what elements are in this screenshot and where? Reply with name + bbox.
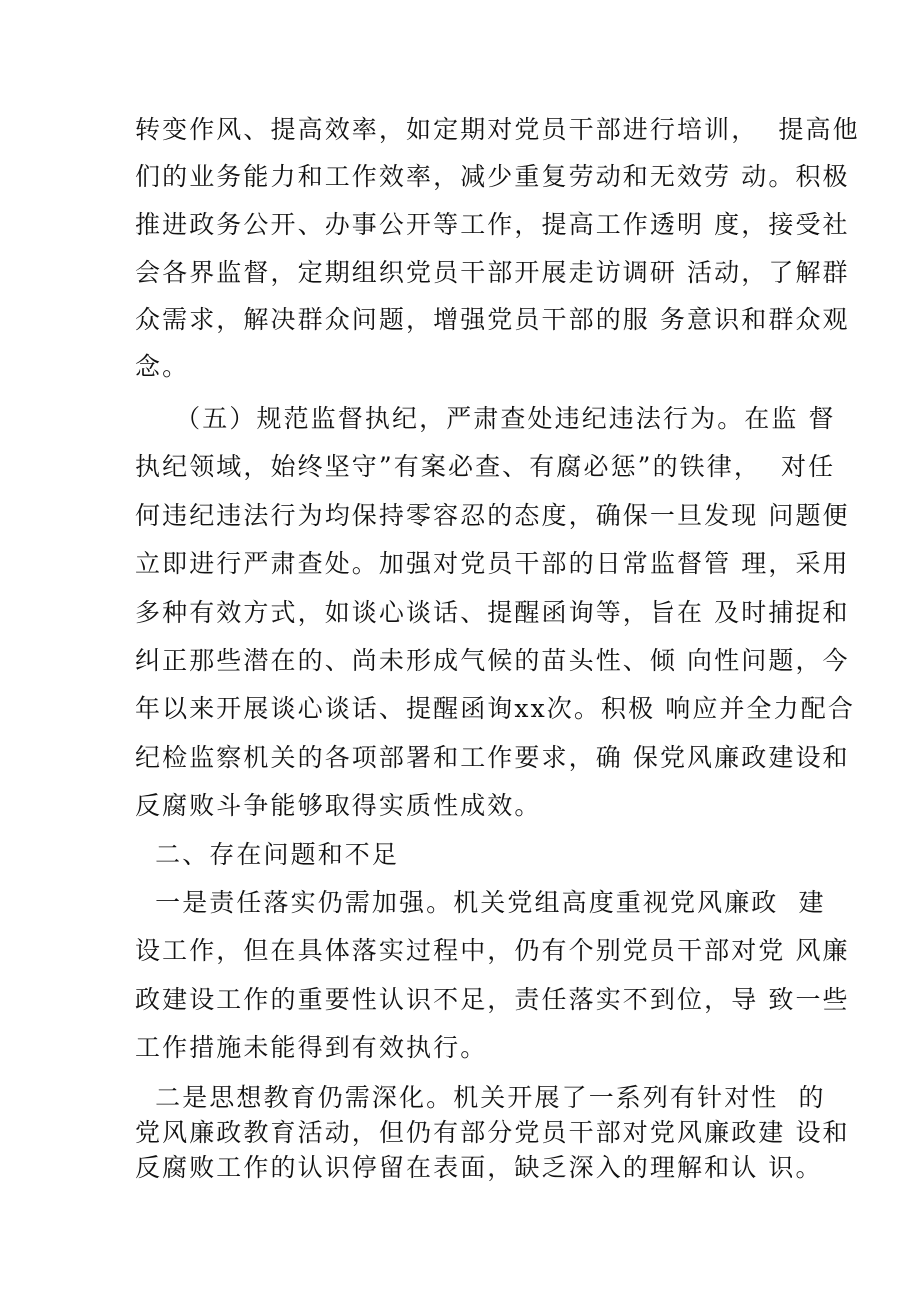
text-line: 设工作，但在具体落实过程中，仍有个别党员干部对党 风廉 (135, 936, 850, 965)
text-line: 一是责任落实仍需加强。机关党组高度重视党风廉政 建 (135, 888, 826, 917)
text-line: 党风廉政教育活动，但仍有部分党员干部对党风廉政建 设和 (135, 1118, 850, 1147)
text-line: 政建设工作的重要性认识不足，责任落实不到位，导 致一些 (135, 985, 850, 1014)
text-line: 念。 (135, 352, 190, 381)
text-line: 二是思想教育仍需深化。机关开展了一系列有针对性 的 (135, 1083, 826, 1112)
text-line: 反腐败工作的认识停留在表面，缺乏深入的理解和认 识。 (135, 1153, 823, 1182)
text-line: 年以来开展谈心谈话、提醒函询xx次。积极 响应并全力配合 (135, 694, 855, 723)
text-line: 工作措施未能得到有效执行。 (135, 1033, 488, 1062)
text-line: 纠正那些潜在的、尚未形成气候的苗头性、倾 向性问题，今 (135, 646, 850, 675)
text-line: 会各界监督，定期组织党员干部开展走访调研 活动，了解群 (135, 258, 850, 287)
text-line: 推进政务公开、办事公开等工作，提高工作透明 度，接受社 (135, 210, 850, 239)
text-line: 反腐败斗争能够取得实质性成效。 (135, 791, 542, 820)
text-line: 转变作风、提高效率，如定期对党员干部进行培训， 提高他 (135, 115, 860, 144)
section-heading: 二、存在问题和不足 (135, 840, 399, 869)
text-line: 立即进行严肃查处。加强对党员干部的日常监督管 理，采用 (135, 549, 850, 578)
text-line: 执纪领域，始终坚守”有案必查、有腐必惩”的铁律， 对任 (135, 452, 836, 481)
text-line: 纪检监察机关的各项部署和工作要求，确 保党风廉政建设和 (135, 743, 850, 772)
text-line: 众需求，解决群众问题，增强党员干部的服 务意识和群众观 (135, 305, 850, 334)
text-line: 何违纪违法行为均保持零容忍的态度，确保一旦发现 问题便 (135, 501, 850, 530)
text-line: 多种有效方式，如谈心谈话、提醒函询等，旨在 及时捕捉和 (135, 598, 850, 627)
text-line: 们的业务能力和工作效率，减少重复劳动和无效劳 动。积极 (135, 162, 850, 191)
text-line: （五）规范监督执纪，严肃查处违纪违法行为。在监 督 (135, 404, 836, 433)
